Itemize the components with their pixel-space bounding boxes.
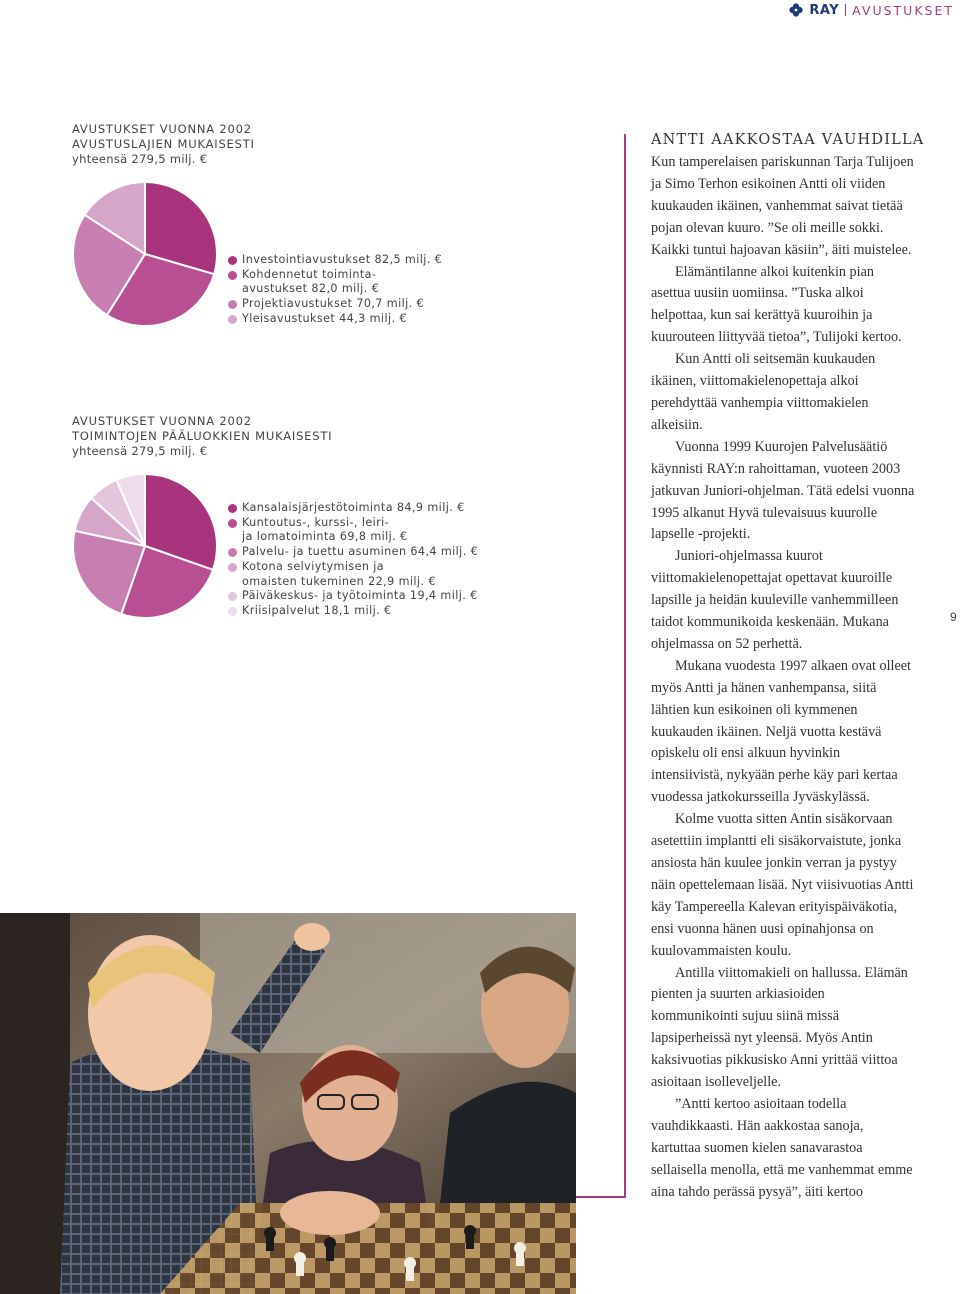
chart2-caption: [72, 414, 332, 459]
chart1-pie: [72, 181, 218, 327]
chart2-legend: [228, 501, 478, 619]
legend-label: Palvelu- ja tuettu asuminen 64,4 milj. €: [242, 545, 479, 559]
legend-label: Kotona selviytymisen ja omaisten tukeminen 22,9 milj. €: [242, 559, 436, 588]
legend-swatch: [228, 563, 237, 572]
legend-label: Kansalaisjärjestötoiminta 84,9 milj. €: [242, 501, 465, 514]
chart2-total: yhteensä 279,5 milj. €: [72, 444, 208, 458]
article-paragraph: Vuonna 1999 Kuurojen Palvelusäätiö käynnisti RAY:n rahoittaman, vuoteen 2003 jatkuvan Juniori-ohjelman. Tätä edelsi vuonna 1995 alkanut Hyvä tulevaisuus kuurolle lapselle -projekti.: [651, 438, 915, 543]
legend-item: [228, 297, 442, 312]
legend-item: [228, 501, 478, 516]
family-photo: [0, 913, 576, 1294]
chart2-pie: [72, 473, 218, 619]
legend-swatch: [228, 519, 237, 528]
legend-item: [228, 560, 478, 589]
legend-item: [228, 516, 478, 545]
article-paragraph: Elämäntilanne alkoi kuitenkin pian asettua uusiin uomiinsa. ”Tuska alkoi helpottaa, kun sai kerättyä kuuroihin ja kuurouteen liittyvää tietoa”, Tulijoki kertoo.: [651, 263, 902, 346]
chart1-caption: [72, 122, 255, 167]
legend-swatch: [228, 300, 237, 309]
legend-item: [228, 589, 478, 604]
article-paragraph: Kun tamperelaisen pariskunnan Tarja Tulijoen ja Simo Terhon esikoinen Antti oli viiden kuukauden ikäinen, vanhemmat saivat tietää pojan olevan kuuro. ”Se oli meille sokki. Kaikki tuntui hajoavan käsiin”, äiti muistelee.: [651, 154, 914, 258]
legend-label: Yleisavustukset 44,3 milj. €: [242, 311, 407, 325]
article-paragraph: Juniori-ohjelmassa kuurot viittomakielenopettajat opettavat kuuroille lapsille ja heidän kuuleville vanhemmilleen taidot kommunikoida keskenään. Mukana ohjelmassa on 52 perhettä.: [651, 548, 899, 652]
article-paragraph: ”Antti kertoo asioitaan todella vauhdikkaasti. Hän aakkostaa sanoja, kartuttaa suomen kielen sanavarastoa sellaisella menolla, että me vanhemmat emme aina tahdo perässä pysyä”, äiti kertoo: [651, 1095, 913, 1200]
legend-item: [228, 253, 442, 268]
chart1-legend: [228, 253, 442, 327]
section-title: AVUSTUKSET: [852, 2, 954, 18]
article-paragraph: Kolme vuotta sitten Antin sisäkorvaan asetettiin implantti eli sisäkorvaistute, jonka ansiosta hän kuulee jonkin verran ja pystyy näin opettelemaan lisää. Nyt viisivuotias Antti käy Tampereella Kalevan erityispäiväkotia, ensi vuonna hänen uusi opinahjonsa on kuulovammaisten koulu.: [651, 811, 914, 959]
chart1-total: yhteensä 279,5 milj. €: [72, 152, 208, 166]
article-paragraph: Kun Antti oli seitsemän kuukauden ikäinen, viittomakielenopettaja alkoi perehdyttää vanhempia viittomakielen alkeisiin.: [651, 351, 876, 433]
legend-label: Kohdennetut toiminta- avustukset 82,0 milj. €: [242, 267, 380, 296]
legend-item: [228, 268, 442, 297]
legend-label: Projektiavustukset 70,7 milj. €: [242, 297, 425, 311]
clover-icon: [789, 3, 803, 17]
article-body: [651, 152, 915, 1204]
page-number: 9: [950, 610, 957, 624]
legend-swatch: [228, 315, 237, 324]
brand-name: RAY: [809, 2, 840, 18]
chart1-title: AVUSTUKSET VUONNA 2002 AVUSTUSLAJIEN MUKAISESTI: [72, 122, 255, 151]
legend-swatch: [228, 548, 237, 557]
legend-swatch: [228, 504, 237, 513]
article-title: ANTTI AAKKOSTAA VAUHDILLA: [651, 132, 925, 148]
article-paragraph: Mukana vuodesta 1997 alkaen ovat olleet myös Antti ja hänen vanhempansa, siitä lähtien kun esikoinen oli kymmenen kuukauden ikäinen. Neljä vuotta kestävä opiskelu oli ensi alkuun hyvinkin intensiivistä, nykyään perhe käy pari kertaa vuodessa jatkokursseilla Jyväskylässä.: [651, 657, 911, 806]
legend-label: Kriisipalvelut 18,1 milj. €: [242, 603, 392, 617]
legend-label: Päiväkeskus- ja työtoiminta 19,4 milj. €: [242, 589, 478, 603]
legend-label: Investointiavustukset 82,5 milj. €: [242, 253, 443, 266]
legend-swatch: [228, 607, 237, 616]
header-divider: [845, 4, 846, 16]
article-paragraph: Antilla viittomakieli on hallussa. Elämän pienten ja suurten arkiasioiden kommunikointi sujuu siinä missä lapsiperheissä nyt yleensä. Myös Antin kaksivuotias pikkusisko Anni yrittää viittoa asioitaan isolleveljelle.: [651, 964, 908, 1091]
accent-vertical-line: [624, 134, 626, 1198]
legend-item: [228, 545, 478, 560]
legend-swatch: [228, 592, 237, 601]
legend-item: [228, 312, 442, 327]
legend-swatch: [228, 271, 237, 280]
page-header: [789, 0, 960, 20]
accent-horizontal-line: [576, 1196, 626, 1198]
chart2-title: AVUSTUKSET VUONNA 2002 TOIMINTOJEN PÄÄLUOKKIEN MUKAISESTI: [72, 414, 333, 443]
legend-item: [228, 604, 478, 619]
legend-swatch: [228, 256, 237, 265]
legend-label: Kuntoutus-, kurssi-, leiri- ja lomatoiminta 69,8 milj. €: [242, 515, 408, 544]
